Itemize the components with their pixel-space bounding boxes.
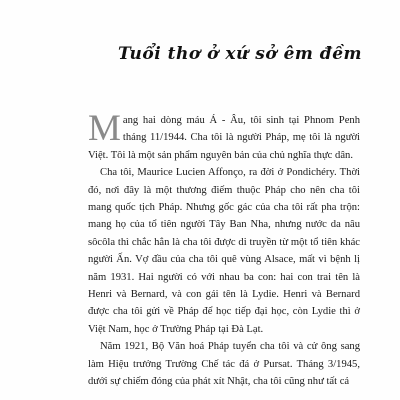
drop-cap: M bbox=[88, 108, 121, 149]
paragraph-3: Năm 1921, Bộ Văn hoá Pháp tuyển cha tôi và cử ông sang làm Hiệu trưởng Trường Chế tác đá ở Pursat. Tháng 3/1945, dưới sự chiếm đóng của phát xít Nhật, cha tôi cũng như tất cả bbox=[88, 341, 360, 388]
paragraph-2: Cha tôi, Maurice Lucien Affonço, ra đời ở Pondichéry. Thời đó, nơi đây là một thương điếm thuộc Pháp cho nên cha tôi mang quốc tịch Pháp. Nhưng gốc gác của cha tôi rất pha trộn: mang họ của tổ tiên người Tây Ban Nha, nhưng nước da nâu sôcôla thì chắc hẳn là cha tôi được di truyền từ một tổ tiên khác người Ấn. Vợ đầu của cha tôi quê vùng Alsace, mất vì bệnh lị năm 1931. Hai người có với nhau ba con: hai con trai tên là Henri và Bernard, và con gái tên là Lydie. Henri và Bernard được cha tôi gửi về Pháp để học tiếp đại học, còn Lydie thì ở Việt Nam, học ở Trường Pháp tại Đà Lạt. bbox=[88, 167, 360, 335]
paragraph-1 bbox=[88, 108, 360, 164]
chapter-title: Tuổi thơ ở xứ sở êm đềm bbox=[117, 44, 362, 64]
paragraph-1-text: ang hai dòng máu Á - Âu, tôi sinh tại Phnom Penh tháng 11/1944. Cha tôi là người Pháp, mẹ tôi là người Việt. Tôi là một sản phẩm nguyên bản của chủ nghĩa thực dân. bbox=[88, 115, 360, 161]
body-text bbox=[88, 108, 360, 391]
